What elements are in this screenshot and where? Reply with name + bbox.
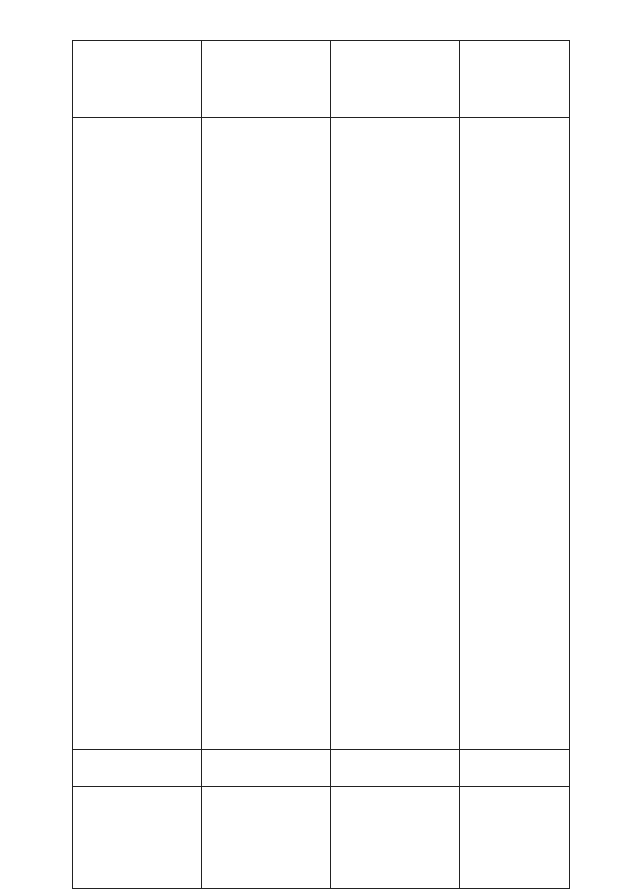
table-row bbox=[460, 41, 570, 889]
cell-empty bbox=[331, 787, 460, 889]
dynamic-value bbox=[202, 750, 331, 787]
cell-empty bbox=[460, 750, 570, 787]
table-row bbox=[202, 41, 331, 889]
cell-top-text bbox=[460, 118, 570, 750]
dynamic-label bbox=[202, 118, 331, 750]
total-value bbox=[331, 750, 460, 787]
table-rotated-wrapper bbox=[72, 40, 570, 860]
activity-name bbox=[73, 41, 202, 118]
activity-format bbox=[73, 787, 202, 889]
cell-empty bbox=[331, 41, 460, 118]
cell-empty bbox=[202, 787, 331, 889]
cell-empty bbox=[460, 787, 570, 889]
program-table bbox=[72, 40, 570, 889]
total-label bbox=[331, 118, 460, 750]
cell-empty bbox=[460, 41, 570, 118]
cell-empty bbox=[202, 41, 331, 118]
cell-items bbox=[73, 118, 202, 750]
cell-empty bbox=[73, 750, 202, 787]
table-row bbox=[73, 41, 202, 889]
table-row bbox=[331, 41, 460, 889]
